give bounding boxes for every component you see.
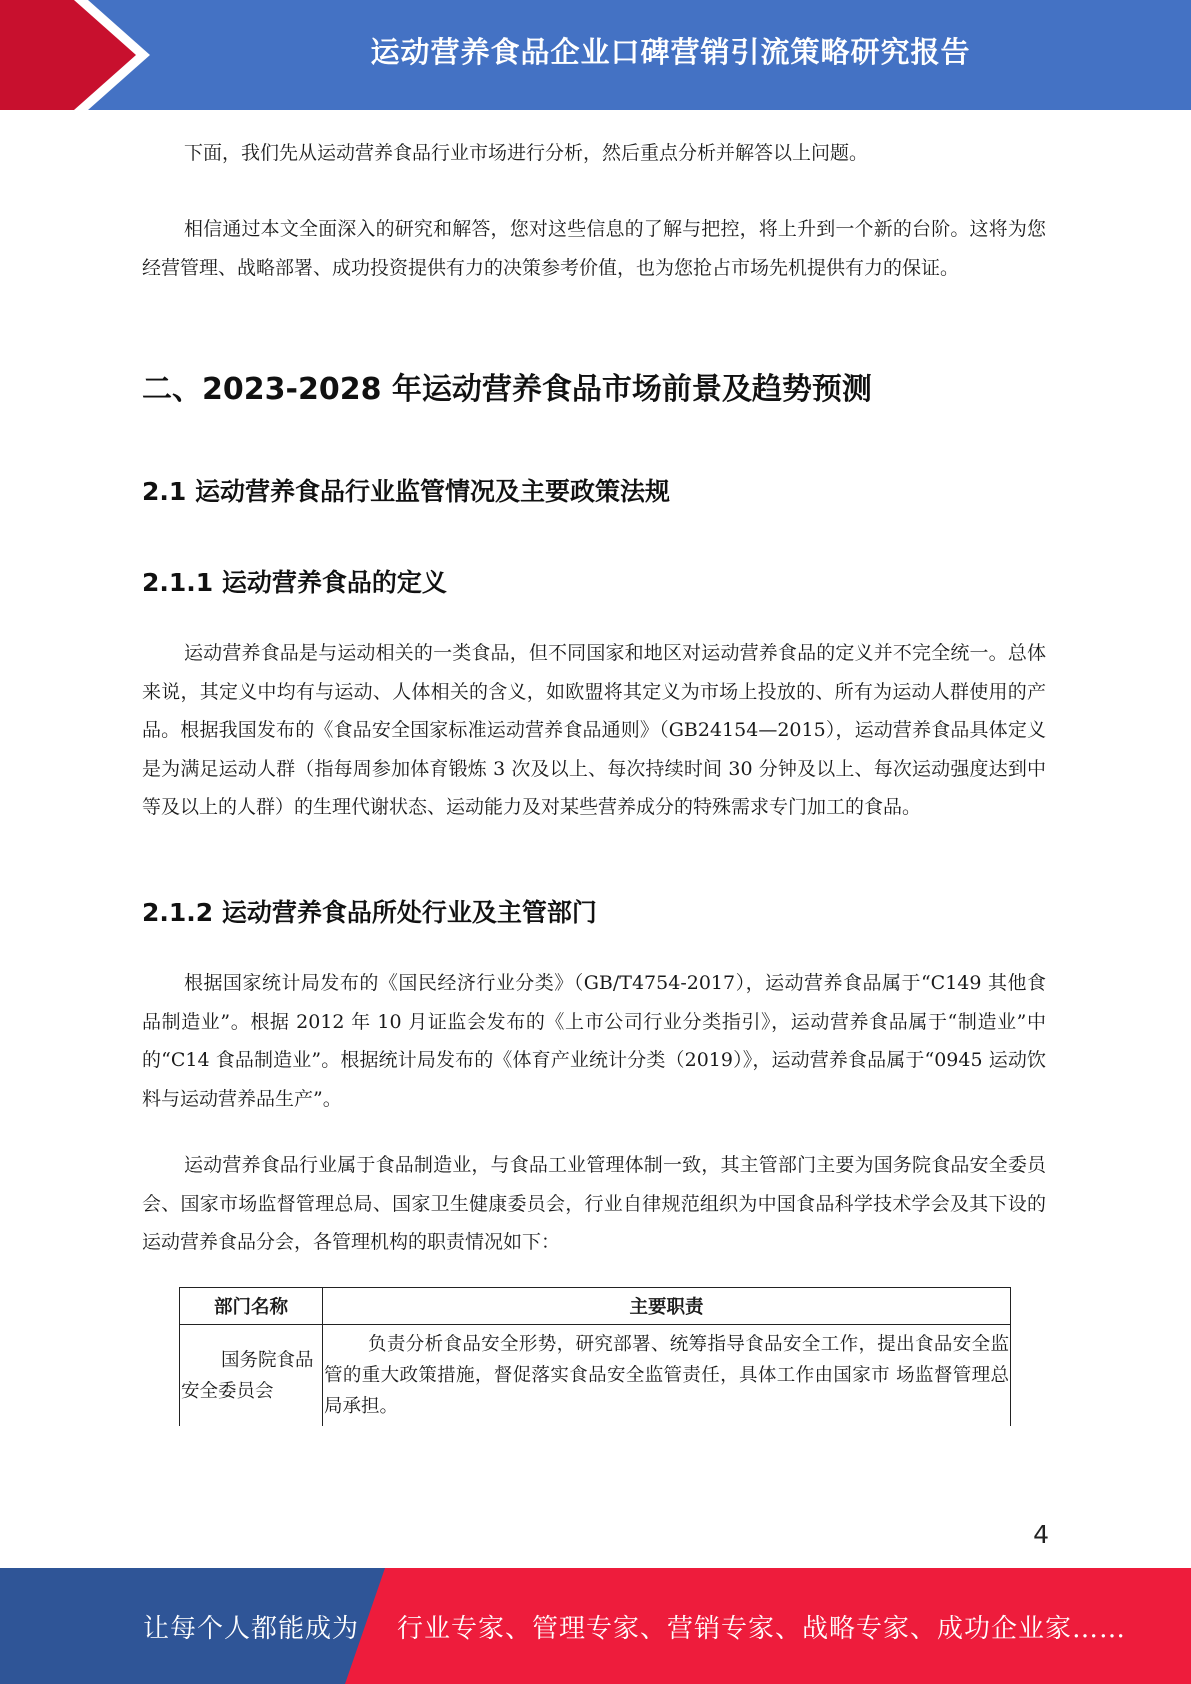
page-footer	[0, 1568, 1191, 1684]
section-heading: 二、2023-2028 年运动营养食品市场前景及趋势预测	[142, 372, 872, 407]
dept-name-cell: 国务院食品 安全委员会	[180, 1325, 323, 1427]
classification-paragraph: 根据国家统计局发布的《国民经济行业分类》（GB/T4754-2017），运动营养食品属于“C149 其他食品制造业”。根据 2012 年 10 月证监会发布的《上市公司行业分类指引》，运动营养食品属于“制造业”中的“C14 食品制造业”。根据统计局发布的《体育产业统计分类（2019）》，运动营养食品属于“0945 运动饮料与运动营养品生产”。	[142, 972, 1046, 1110]
subsection-heading-2-1-1: 2.1.1 运动营养食品的定义	[142, 568, 447, 597]
regulator-duty-table	[179, 1287, 1011, 1426]
report-title: 运动营养食品企业口碑营销引流策略研究报告	[370, 34, 971, 69]
regulator-paragraph: 运动营养食品行业属于食品制造业，与食品工业管理体制一致，其主管部门主要为国务院食品安全委员会、国家市场监督管理总局、国家卫生健康委员会，行业自律规范组织为中国食品科学技术学会及其下设的运动营养食品分会，各管理机构的职责情况如下：	[142, 1154, 1046, 1253]
column-header-duty: 主要职责	[323, 1288, 1011, 1325]
subsection-heading-2-1: 2.1 运动营养食品行业监管情况及主要政策法规	[142, 477, 670, 506]
intro-paragraph-2: 相信通过本文全面深入的研究和解答，您对这些信息的了解与把控，将上升到一个新的台阶。这将为您经营管理、战略部署、成功投资提供有力的决策参考价值，也为您抢占市场先机提供有力的保证。	[142, 218, 1046, 279]
column-header-dept: 部门名称	[180, 1288, 323, 1325]
footer-slogan-right: 行业专家、管理专家、营销专家、战略专家、成功企业家……	[397, 1613, 1127, 1644]
page-header	[0, 0, 1191, 110]
subsection-heading-2-1-2: 2.1.2 运动营养食品所处行业及主管部门	[142, 898, 597, 927]
duty-cell: 负责分析食品安全形势，研究部署、统筹指导食品安全工作，提出食品安全监管的重大政策措施，督促落实食品安全监管责任，具体工作由国家市 场监督管理总局承担。	[323, 1325, 1011, 1427]
table-header-row	[180, 1288, 1011, 1325]
table-row	[180, 1325, 1011, 1427]
definition-paragraph: 运动营养食品是与运动相关的一类食品，但不同国家和地区对运动营养食品的定义并不完全统一。总体来说，其定义中均有与运动、人体相关的含义，如欧盟将其定义为市场上投放的、所有为运动人群使用的产品。根据我国发布的《食品安全国家标准运动营养食品通则》（GB24154—2015），运动营养食品具体定义是为满足运动人群（指每周参加体育锻炼 3 次及以上、每次持续时间 30 分钟及以上、每次运动强度达到中等及以上的人群）的生理代谢状态、运动能力及对某些营养成分的特殊需求专门加工的食品。	[142, 642, 1046, 818]
page-number: 4	[1033, 1520, 1049, 1549]
intro-paragraph-1: 下面，我们先从运动营养食品行业市场进行分析，然后重点分析并解答以上问题。	[184, 142, 869, 164]
footer-slogan-left: 让每个人都能成为	[143, 1613, 360, 1644]
